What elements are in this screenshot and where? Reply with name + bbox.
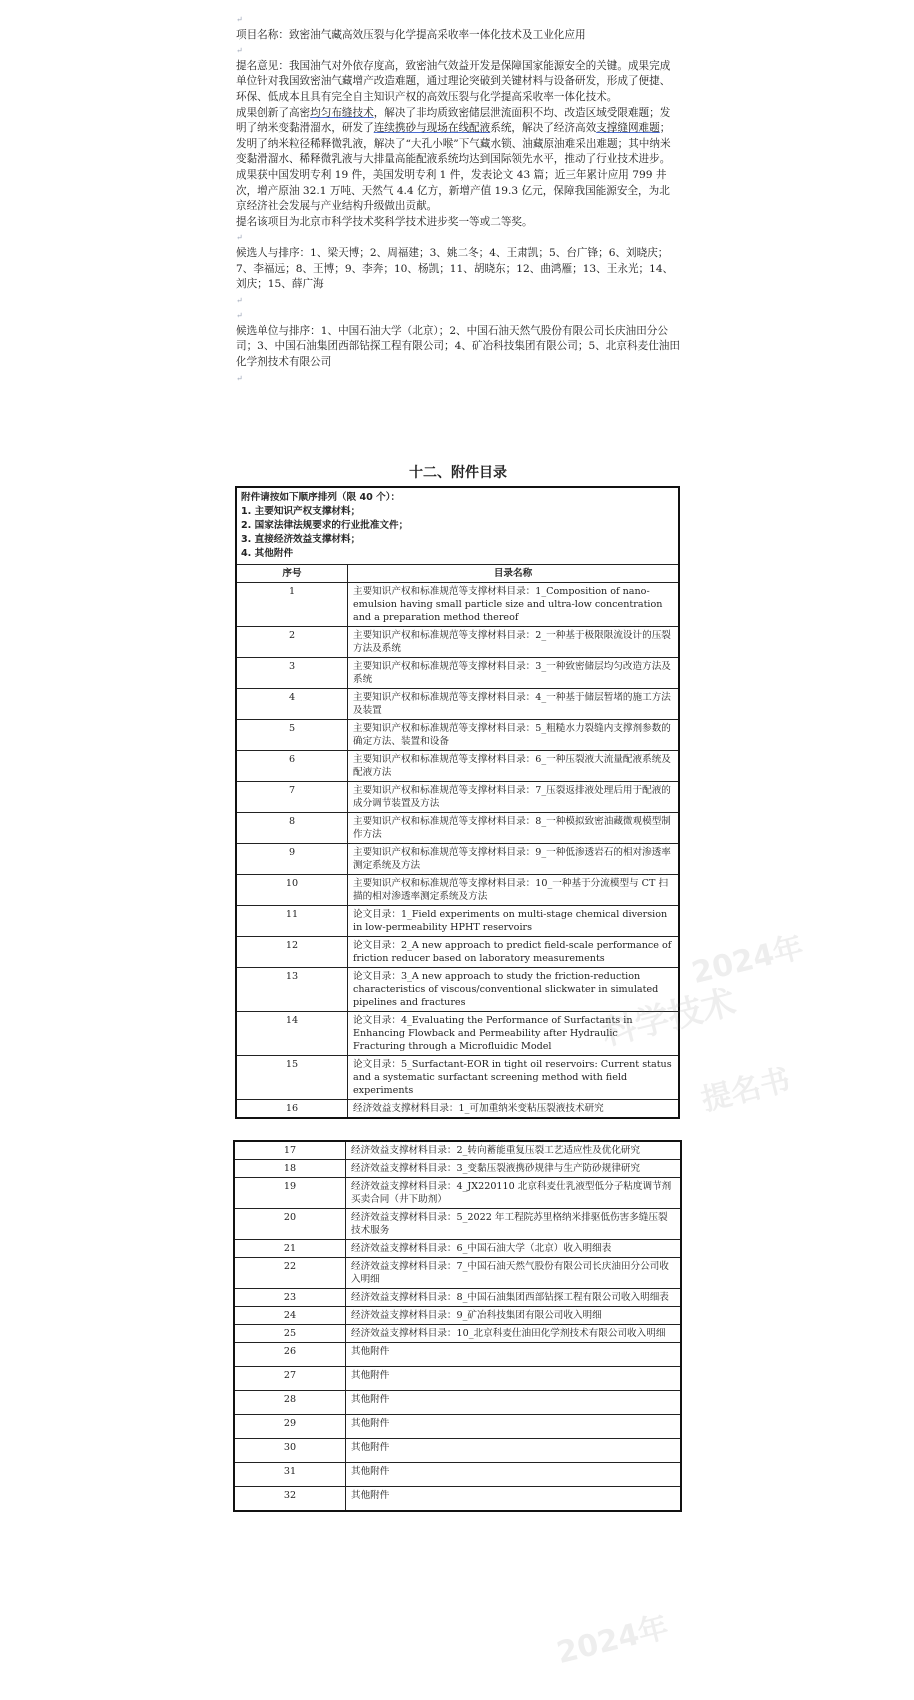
row-number: 9 (236, 844, 348, 875)
row-number: 25 (234, 1325, 346, 1343)
row-title: 经济效益支撑材料目录：5_2022 年工程院苏里格纳米排驱低伤害多缝压裂技术服务 (346, 1209, 682, 1240)
table-row (234, 1307, 681, 1325)
row-title: 经济效益支撑材料目录：2_转向蓄能重复压裂工艺适应性及优化研究 (346, 1141, 682, 1160)
watermark-text: 提名书 (697, 1062, 794, 1119)
row-title: 主要知识产权和标准规范等支撑材料目录：10_一种基于分流模型与 CT 扫描的相对渗透率测定系统及方法 (348, 875, 680, 906)
table-row (234, 1289, 681, 1307)
row-number: 18 (234, 1160, 346, 1178)
row-number: 8 (236, 813, 348, 844)
opinion-text: 系统，解决了经济高效 (490, 122, 597, 135)
table-row (236, 583, 679, 627)
row-title: 经济效益支撑材料目录：10_北京科麦仕油田化学剂技术有限公司收入明细 (346, 1325, 682, 1343)
row-title: 经济效益支撑材料目录：3_变黏压裂液携砂规律与生产防砂规律研究 (346, 1160, 682, 1178)
row-number: 22 (234, 1258, 346, 1289)
row-number: 19 (234, 1178, 346, 1209)
row-number: 1 (236, 583, 348, 627)
project-name: 项目名称：致密油气藏高效压裂与化学提高采收率一体化技术及工业化应用 (236, 28, 586, 41)
table-row (234, 1463, 681, 1487)
row-title: 其他附件 (346, 1415, 682, 1439)
attachments-note-line: 2. 国家法律法规要求的行业批准文件； (241, 520, 409, 531)
row-title: 经济效益支撑材料目录：7_中国石油天然气股份有限公司长庆油田分公司收入明细 (346, 1258, 682, 1289)
row-title: 主要知识产权和标准规范等支撑材料目录：5_粗糙水力裂缝内支撑剂参数的确定方法、装置和设备 (348, 720, 680, 751)
table-row (236, 1100, 679, 1119)
opinion-paragraph-4: 提名该项目为北京市科学技术奖科学技术进步奖一等或二等奖。 (236, 215, 533, 228)
row-title: 主要知识产权和标准规范等支撑材料目录：6_一种压裂液大流量配液系统及配液方法 (348, 751, 680, 782)
row-title: 其他附件 (346, 1343, 682, 1367)
table-header-row (236, 565, 679, 583)
row-number: 3 (236, 658, 348, 689)
section-title: 十二、附件目录 (409, 465, 507, 481)
row-number: 7 (236, 782, 348, 813)
row-title: 主要知识产权和标准规范等支撑材料目录：7_压裂返排液处理后用于配液的成分调节装置及方法 (348, 782, 680, 813)
opinion-paragraph-2 (236, 106, 680, 168)
row-title: 论文目录：3_A new approach to study the friction-reduction characteristics of viscous/conventional slickwater in simulated pipelines and fractures (348, 968, 680, 1012)
paragraph-mark: ↵ (236, 15, 243, 24)
row-number: 16 (236, 1100, 348, 1119)
row-title: 其他附件 (346, 1439, 682, 1463)
row-title: 经济效益支撑材料目录：1_可加重纳米变粘压裂液技术研究 (348, 1100, 680, 1119)
paragraph-mark: ↵ (236, 295, 243, 305)
row-number: 24 (234, 1307, 346, 1325)
row-title: 经济效益支撑材料目录：4_JX220110 北京科麦仕乳液型低分子粘度调节剂买卖合同（井下助剂） (346, 1178, 682, 1209)
row-title: 论文目录：4_Evaluating the Performance of Surfactants in Enhancing Flowback and Permeability after Hydraulic Fracturing through a Microfluidic Model (348, 1012, 680, 1056)
row-number: 26 (234, 1343, 346, 1367)
row-number: 21 (234, 1240, 346, 1258)
table-row (236, 1056, 679, 1100)
table-row (234, 1487, 681, 1512)
row-title: 其他附件 (346, 1487, 682, 1512)
row-number: 20 (234, 1209, 346, 1240)
table-row (234, 1240, 681, 1258)
row-title: 主要知识产权和标准规范等支撑材料目录：3_一种致密储层均匀改造方法及系统 (348, 658, 680, 689)
row-number: 5 (236, 720, 348, 751)
row-number: 11 (236, 906, 348, 937)
row-title: 主要知识产权和标准规范等支撑材料目录：2_一种基于极限限流设计的压裂方法及系统 (348, 627, 680, 658)
row-title: 其他附件 (346, 1463, 682, 1487)
table-row (236, 813, 679, 844)
table-row (236, 782, 679, 813)
row-number: 23 (234, 1289, 346, 1307)
table-row (236, 751, 679, 782)
watermark-text: 2024年 (688, 929, 807, 992)
row-number: 15 (236, 1056, 348, 1100)
attachments-note-line: 附件请按如下顺序排列（限 40 个）： (241, 492, 401, 503)
table-row (236, 720, 679, 751)
row-title: 主要知识产权和标准规范等支撑材料目录：1_Composition of nano-emulsion having small particle size and ultra-low concentration and a preparation method thereof (348, 583, 680, 627)
underlined-term: 均匀布缝技术 (310, 106, 374, 119)
row-number: 28 (234, 1391, 346, 1415)
candidates-list: 候选人与排序：1、梁天博；2、周福建；3、姚二冬；4、王肃凯；5、台广锋；6、刘晓庆；7、李福远；8、王博；9、李奔；10、杨凯；11、胡晓东；12、曲鸿雁；13、王永光；14、刘庆；15、薛广海 (236, 246, 674, 291)
table-row (236, 627, 679, 658)
row-title: 其他附件 (346, 1391, 682, 1415)
watermark-text: 科学技术 (598, 982, 740, 1054)
table-row (234, 1258, 681, 1289)
row-title: 其他附件 (346, 1367, 682, 1391)
row-title: 经济效益支撑材料目录：6_中国石油大学（北京）收入明细表 (346, 1240, 682, 1258)
underlined-term: 连续携砂与现场在线配液 (373, 122, 491, 135)
row-number: 4 (236, 689, 348, 720)
row-number: 6 (236, 751, 348, 782)
row-number: 17 (234, 1141, 346, 1160)
table-row (236, 875, 679, 906)
table-row (236, 937, 679, 968)
table-row (234, 1415, 681, 1439)
opinion-paragraph-3: 成果获中国发明专利 19 件，美国发明专利 1 件，发表论文 43 篇；近三年累计应用 799 井次，增产原油 32.1 万吨、天然气 4.4 亿方，新增产值 19.3 亿元，保障我国能源安全，为北京经济社会发展与产业结构升级做出贡献。 (236, 168, 670, 213)
row-title: 主要知识产权和标准规范等支撑材料目录：9_一种低渗透岩石的相对渗透率测定系统及方法 (348, 844, 680, 875)
row-number: 13 (236, 968, 348, 1012)
attachments-note-line: 3. 直接经济效益支撑材料； (241, 534, 361, 545)
paragraph-mark: ↵ (236, 46, 243, 56)
paragraph-mark: ↵ (236, 233, 243, 243)
row-title: 主要知识产权和标准规范等支撑材料目录：4_一种基于储层暂堵的施工方法及装置 (348, 689, 680, 720)
table-row (234, 1439, 681, 1463)
table-row (234, 1178, 681, 1209)
table-row (234, 1367, 681, 1391)
paragraph-mark: ↵ (236, 311, 243, 321)
row-number: 29 (234, 1415, 346, 1439)
row-number: 12 (236, 937, 348, 968)
row-title: 经济效益支撑材料目录：9_矿冶科技集团有限公司收入明细 (346, 1307, 682, 1325)
row-title: 论文目录：1_Field experiments on multi-stage chemical diversion in low-permeability HPHT reservoirs (348, 906, 680, 937)
document-body (236, 12, 680, 386)
opinion-paragraph-1: 提名意见：我国油气对外依存度高，致密油气效益开发是保障国家能源安全的关键。成果完成单位针对我国致密油气藏增产改造难题，通过理论突破到关键材料与设备研发，形成了便捷、环保、低成本且具有完全自主知识产权的高效压裂与化学提高采收率一体化技术。 (236, 59, 671, 103)
attachments-table-continued (233, 1140, 682, 1512)
table-row (236, 844, 679, 875)
attachments-note-line: 4. 其他附件 (241, 548, 294, 559)
table-row (236, 689, 679, 720)
row-number: 30 (234, 1439, 346, 1463)
paragraph-mark: ↵ (236, 373, 243, 383)
table-row (234, 1209, 681, 1240)
table-row (236, 906, 679, 937)
opinion-text: ；发明了纳米粒径稀释微乳液，解决了“大孔小喉”下气藏水锁、油藏原油难采出难题；其中纳米变黏滑溜水、稀释微乳液与大排量高能配液系统均达到国际领先水平，推动了行业技术进步。 (236, 122, 671, 166)
column-header-name: 目录名称 (348, 565, 680, 583)
table-row (234, 1141, 681, 1160)
row-number: 10 (236, 875, 348, 906)
table-notes-row (236, 487, 679, 565)
table-row (234, 1391, 681, 1415)
row-title: 论文目录：5_Surfactant-EOR in tight oil reservoirs: Current status and a systematic surfactant screening method with field experiments (348, 1056, 680, 1100)
row-number: 32 (234, 1487, 346, 1512)
column-header-no: 序号 (236, 565, 348, 583)
opinion-text: ，解决了非均质致密储层泄流面积不均、改造区域受限难题；发明了纳米变黏滑溜水，研发了 (236, 106, 671, 135)
row-title: 主要知识产权和标准规范等支撑材料目录：8_一种模拟致密油藏微观模型制作方法 (348, 813, 680, 844)
table-row (234, 1160, 681, 1178)
table-row (234, 1325, 681, 1343)
watermark-text: 2024年 (553, 1609, 672, 1672)
units-list: 候选单位与排序：1、中国石油大学（北京）；2、中国石油天然气股份有限公司长庆油田分公司；3、中国石油集团西部钻探工程有限公司；4、矿冶科技集团有限公司；5、北京科麦仕油田化学剂技术有限公司 (236, 324, 680, 369)
row-number: 14 (236, 1012, 348, 1056)
underlined-term: 支撑缝网难题 (596, 122, 660, 135)
attachments-note-line: 1. 主要知识产权支撑材料； (241, 506, 361, 517)
table-body (234, 1141, 681, 1511)
table-row (236, 658, 679, 689)
row-title: 论文目录：2_A new approach to predict field-scale performance of friction reducer based on laboratory measurements (348, 937, 680, 968)
opinion-text: 成果创新了高密 (236, 106, 311, 119)
row-number: 27 (234, 1367, 346, 1391)
row-number: 2 (236, 627, 348, 658)
attachments-notes (236, 487, 679, 565)
row-number: 31 (234, 1463, 346, 1487)
table-row (234, 1343, 681, 1367)
row-title: 经济效益支撑材料目录：8_中国石油集团西部钻探工程有限公司收入明细表 (346, 1289, 682, 1307)
